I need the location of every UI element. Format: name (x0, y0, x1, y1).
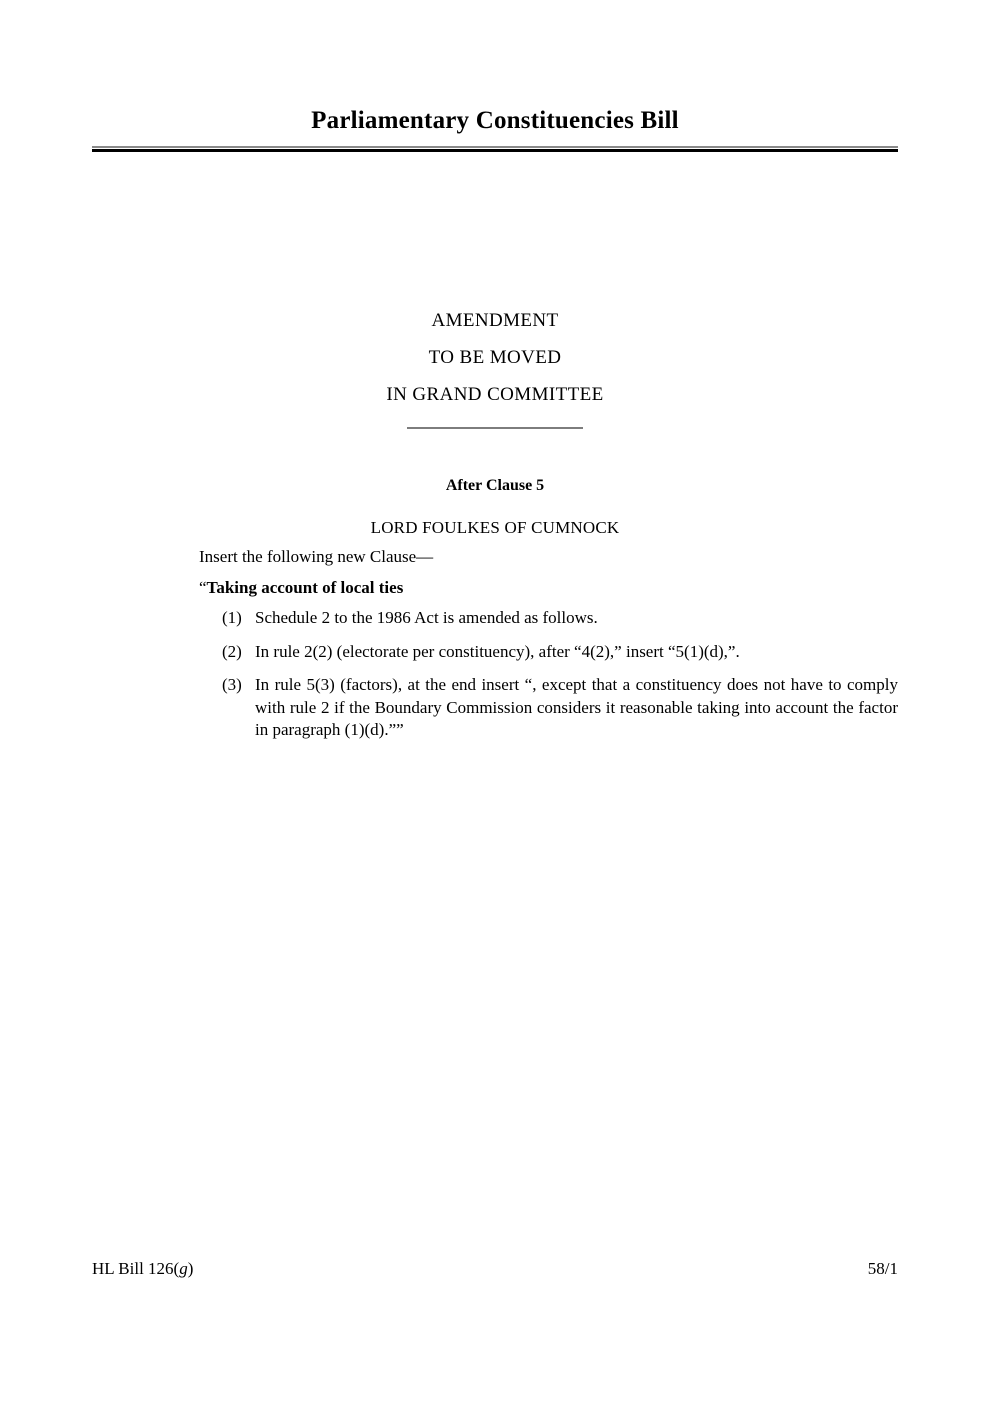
new-clause-subsections (199, 607, 898, 742)
list-item (199, 607, 898, 630)
amendment-heading-block (92, 302, 898, 413)
new-clause-title: Taking account of local ties (206, 578, 404, 597)
section-divider (92, 425, 898, 429)
header-divider-thick-line (92, 149, 898, 152)
clause-reference: After Clause 5 (445, 477, 545, 494)
list-item-text: Schedule 2 to the 1986 Act is amended as follows. (255, 608, 598, 627)
new-clause-heading (199, 577, 899, 599)
list-item-text: In rule 5(3) (factors), at the end insert “, except that a constituency does not have to comply with rule 2 if the Boundary Commission considers it reasonable taking into account the factor in paragraph (1)(d).”” (255, 675, 898, 739)
list-item-number: (3) (222, 675, 242, 694)
bill-number (92, 1258, 193, 1280)
heading-line-in-grand-committee: IN GRAND COMMITTEE (386, 384, 604, 405)
page-number: 58/1 (867, 1259, 898, 1278)
bill-number-suffix: g (179, 1259, 188, 1278)
list-item (199, 641, 898, 664)
heading-line-to-be-moved: TO BE MOVED (428, 347, 562, 368)
list-item-text: In rule 2(2) (electorate per constituency), after “4(2),” insert “5(1)(d),”. (255, 641, 740, 661)
bill-number-close: ) (187, 1259, 194, 1278)
list-item-number: (1) (222, 608, 242, 627)
member-name: LORD FOULKES OF CUMNOCK (370, 518, 620, 537)
header-divider (92, 146, 898, 152)
heading-line-amendment: AMENDMENT (431, 310, 559, 331)
page-footer (92, 1258, 898, 1280)
bill-number-prefix: HL Bill 126( (92, 1259, 180, 1278)
section-divider-line (407, 427, 583, 429)
page-title: Parliamentary Constituencies Bill (311, 107, 679, 134)
list-item-number: (2) (222, 641, 242, 661)
insert-instruction: Insert the following new Clause— (199, 547, 434, 566)
opening-quote-mark: “ (199, 578, 207, 597)
list-item (199, 674, 898, 742)
